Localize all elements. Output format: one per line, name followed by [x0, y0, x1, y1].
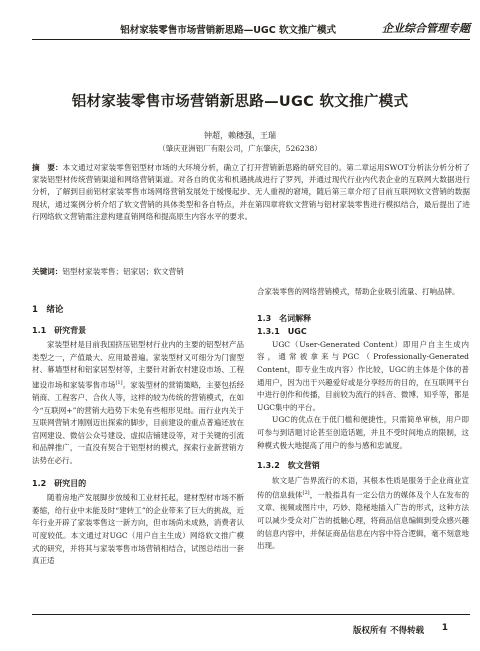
subsubsection-heading: 1.3.2 软文营销 [257, 461, 320, 471]
running-title: 铝材家装零售市场营销新思路—UGC 软文推广模式 [120, 25, 336, 36]
authors: 钟超，赖穗强，王瑞 [204, 131, 276, 140]
abstract-text: 本文通过对家装零售铝型材市场的大环境分析，确立了打开营销新思路的研究目的。第二章运用SWOT分析法分析分析了家装铝型材传统营销渠道和网络营销渠道。对各自的优劣和机遇挑战进行了罗列，并通过现代行业内代表企业的互联网大数据进行分析，了解到目前铝材家装零售市场网络营销发展处于缓慢起步、无人重视的窘境，随后第三章介绍了目前互联网软文营销的数据现状，通过案例分析介绍了软文营销的具体类型和各自特点，并在第四章将软文营销与铝材家装零售进行模拟结合，最后提出了进行网络软文营销需注意构建直销网络和提高原生内容水平的要求。 [32, 163, 471, 221]
citation: [2] [302, 490, 310, 497]
page-footer [32, 614, 470, 637]
paragraph: UGC（User-Generated Content）即用户自主生成内容，通常被拿来与PGC（Professionally-Generated Content，即专业生成内容）作比较，UGC的主体是个体的普通用户，因为出于兴趣爱好或是分享经历的目的，在互联网平台中进行创作和传播，目前较为流行的抖音、微博、知乎等，都是UGC集中的平台。 [257, 339, 469, 412]
subsection-heading: 1.2 研究目的 [32, 478, 87, 488]
citation: [1] [115, 379, 123, 386]
paragraph: UGC的优点在于低门槛和便捷性，只需简单审核，用户即可参与到话题讨论甚至创造话题，并且不受时间地点的限制，这种模式极大地提高了用户的参与感和忠诚度。 [257, 415, 469, 450]
copyright-notice: 版权所有 不得转载 [353, 626, 424, 636]
page-number: 1 [441, 623, 448, 633]
running-header [32, 17, 470, 40]
paragraph: 家装型材是目前我国挤压铝型材行业内的主要的铝型材产品类型之一，产值最大、应用最普遍。家装型材又可细分为门窗型材、幕墙型材和铝家居型材等，主要针对新农村建设市场、工程建设市场和家装零售市场[1]。家装型材的营销策略，主要包括经销商、工程客户、合伙人等，这样的较为传统的营销模式，在如今“互联网+”的营销大趋势下未免有些相形见绌。而行业内关于互联网营销才刚刚迈出探索的脚步，目前建设的重点普遍还放在官网建设、微信公众号建设、虚拟店铺建设等，对于关键的引流和品牌推广，一直没有契合于铝型材的模式，探索行业新营销方法势在必行。 [32, 340, 245, 466]
keywords [32, 266, 470, 277]
subsection-heading: 1.3 名词解释 [257, 313, 312, 323]
keywords-label: 关键词： [32, 267, 63, 276]
left-column [32, 286, 244, 568]
subsubsection-heading: 1.3.1 UGC [257, 327, 307, 337]
affiliation: （肇庆亚洲铝厂有限公司，广东肇庆，526238） [158, 144, 322, 153]
paragraph: 随着房地产发展脚步放缓和工业材托起，建材型材市场不断萎缩，给行业中未能及时“建转工”的企业带来了巨大的挑战，近年行业开辟了家装零售这一新方向，但市场尚未成熟，消费者认可度较低。本文通过对UGC（用户自主生成）网络软文推广模式的研究，并将其与家装零售市场营销相结合，试图总结出一套真正适 [32, 493, 244, 566]
paragraph: 软文是广告界流行的术语，其根本性质是服务于企业商业宣传的信息载体[2]，一般指具有一定公信力的媒体及个人在发布的文章、视频或图片中，巧妙、隐秘地插入广告的形式，这种方法可以减少受众对广告的抵触心理，将商品信息编辑到受众感兴趣的信息内容中，并保证商品信息在内容中符合逻辑，毫不刻意地出现。 [257, 475, 470, 551]
article-title: 铝材家装零售市场营销新思路—UGC 软文推广模式 [71, 94, 409, 110]
right-column [257, 286, 469, 553]
paragraph: 合家装零售的网络营销模式，帮助企业吸引流量、打响品牌。 [257, 287, 460, 296]
journal-section: 企业综合管理专题 [382, 22, 470, 35]
subsection-heading: 1.1 研究背景 [32, 325, 87, 335]
section-heading: 1 绪论 [32, 305, 64, 315]
abstract-label: 摘 要： [32, 163, 63, 172]
keywords-text: 铝型材家装零售；铝家居；软文营销 [62, 267, 184, 276]
abstract [32, 162, 470, 223]
